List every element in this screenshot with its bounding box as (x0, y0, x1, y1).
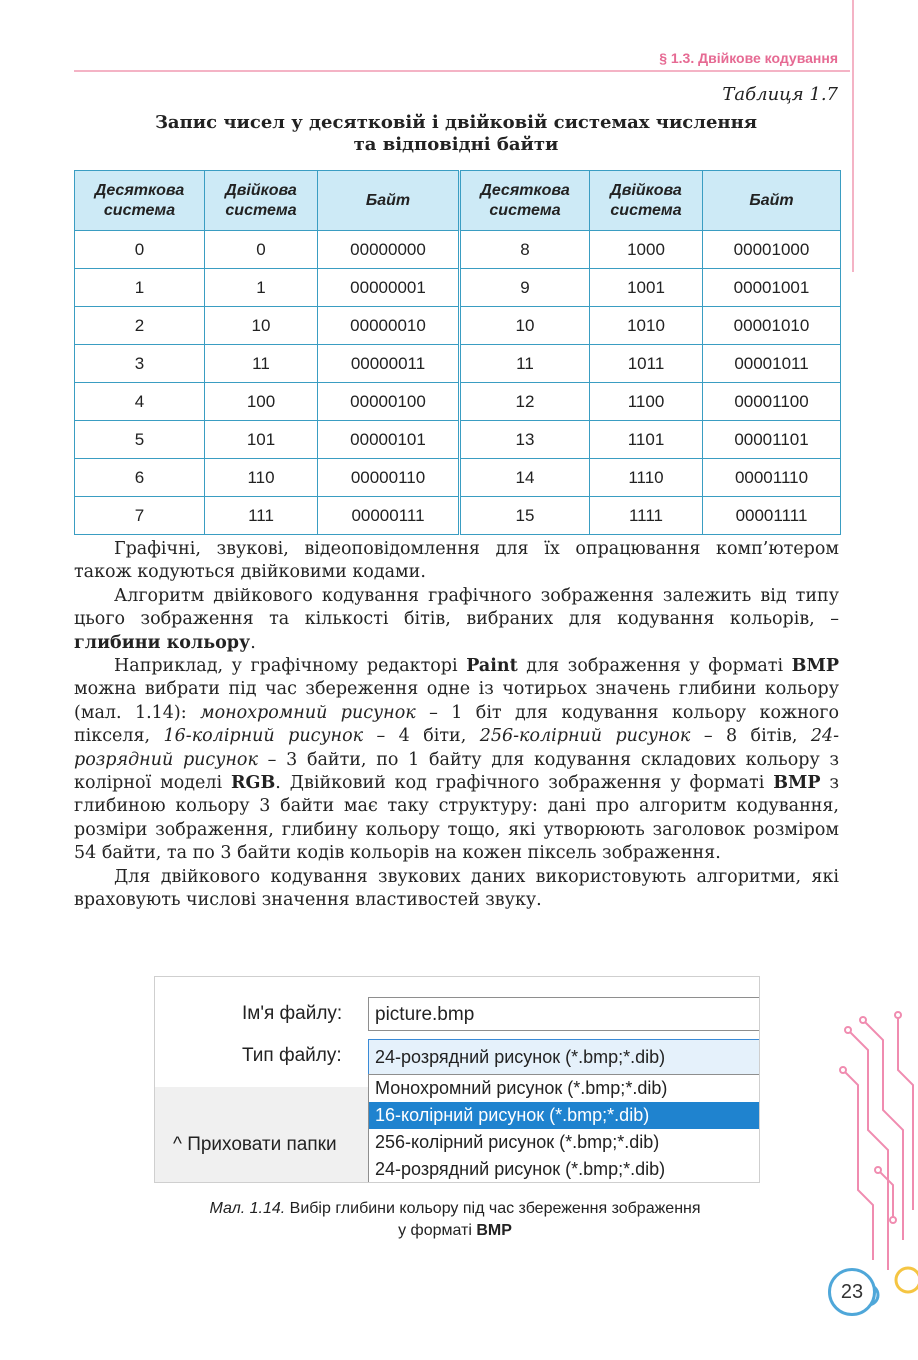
table-cell: 00000011 (318, 345, 460, 383)
table-title (74, 112, 838, 156)
table-cell: 4 (75, 383, 205, 421)
margin-rule (852, 0, 854, 272)
table-cell: 00001101 (703, 421, 841, 459)
header-rule (74, 70, 850, 72)
filetype-select[interactable]: 24-розрядний рисунок (*.bmp;*.dib) (368, 1039, 760, 1075)
table-cell: 00000110 (318, 459, 460, 497)
table-cell: 111 (205, 497, 318, 535)
table-header-cell: Десяткова система (75, 171, 205, 231)
table-cell: 100 (205, 383, 318, 421)
table-cell: 1011 (590, 345, 703, 383)
table-cell: 14 (460, 459, 590, 497)
table-cell: 3 (75, 345, 205, 383)
table-header-cell: Десяткова система (460, 171, 590, 231)
table-header-row (75, 171, 841, 231)
table-cell: 00000111 (318, 497, 460, 535)
filetype-option-256[interactable]: 256-колірний рисунок (*.bmp;*.dib) (375, 1132, 660, 1152)
table-cell: 00000001 (318, 269, 460, 307)
paragraph: Алгоритм двійкового кодування графічного зображення залежить від типу цього зображення та кількості бітів, вибраних для кодування кольорів, – глибини кольору. (74, 585, 839, 653)
table-cell: 00001010 (703, 307, 841, 345)
table-cell: 1111 (590, 497, 703, 535)
filetype-option-24[interactable]: 24-розрядний рисунок (*.bmp;*.dib) (375, 1159, 666, 1179)
caption-label: Мал. 1.14. (209, 1200, 286, 1217)
table-cell: 8 (460, 231, 590, 269)
table-cell: 13 (460, 421, 590, 459)
table-row (75, 231, 841, 269)
table-row (75, 383, 841, 421)
table-cell: 6 (75, 459, 205, 497)
table-row (75, 345, 841, 383)
filetype-dropdown (368, 1074, 760, 1183)
table-cell: 00000000 (318, 231, 460, 269)
table-cell: 12 (460, 383, 590, 421)
table-cell: 110 (205, 459, 318, 497)
table-cell: 00001110 (703, 459, 841, 497)
filetype-option-mono[interactable]: Монохромний рисунок (*.bmp;*.dib) (375, 1078, 668, 1098)
table-cell: 1100 (590, 383, 703, 421)
save-dialog-screenshot (154, 976, 760, 1183)
table-header-cell: Байт (318, 171, 460, 231)
table-cell: 00001111 (703, 497, 841, 535)
filename-input[interactable]: picture.bmp (368, 997, 760, 1031)
table-cell: 1010 (590, 307, 703, 345)
paragraph: Графічні, звукові, відеоповідомлення для їх опрацювання комп’ютером також кодуються двійковими кодами. (74, 539, 839, 583)
table-cell: 00001011 (703, 345, 841, 383)
table-header-cell: Двійкова система (205, 171, 318, 231)
table-cell: 101 (205, 421, 318, 459)
body-text (74, 538, 839, 913)
hide-folders-button[interactable]: ^ Приховати папки (173, 1134, 337, 1155)
table-row (75, 459, 841, 497)
table-cell: 11 (460, 345, 590, 383)
table-cell: 1001 (590, 269, 703, 307)
table-cell: 00000010 (318, 307, 460, 345)
table-cell: 2 (75, 307, 205, 345)
paragraph: Наприклад, у графічному редакторі Paint для зображення у форматі BMP можна вибрати під час збереження одне із чотирьох значень глибини кольору (мал. 1.14): монохромний рисунок – 1 біт для кодування кольору кожного пікселя, 16-колірний рисунок – 4 біти, 256-колірний рисунок – 8 бітів, 24-розрядний рисунок – 3 байти, по 1 байту для кодування складових кольору з колірної моделі RGB. Двійковий код графічного зображення у форматі BMP з глибиною кольору 3 байти має таку структуру: дані про алгоритм кодування, розміри зображення, глибину кольору тощо, які утворюють заголовок розміром 54 байти, та по 3 байти кодів кольорів на кожен піксель зображення. (74, 656, 840, 864)
filename-label: Ім'я файлу: (242, 1003, 343, 1024)
circuit-decoration (838, 1010, 918, 1310)
section-title: § 1.3. Двійкове кодування (659, 50, 838, 66)
table-title-line1: Запис чисел у десятковій і двійковій системах числення (154, 112, 758, 133)
table-cell: 1000 (590, 231, 703, 269)
filetype-option-16[interactable]: 16-колірний рисунок (*.bmp;*.dib) (369, 1102, 759, 1129)
table-cell: 10 (460, 307, 590, 345)
table-label: Таблиця 1.7 (722, 84, 838, 105)
table-cell: 1110 (590, 459, 703, 497)
table-cell: 00000101 (318, 421, 460, 459)
table-cell: 00001000 (703, 231, 841, 269)
table-row (75, 307, 841, 345)
table-row (75, 497, 841, 535)
table-row (75, 421, 841, 459)
table-title-line2: та відповідні байти (353, 134, 559, 155)
table-cell: 00001100 (703, 383, 841, 421)
table-cell: 00001001 (703, 269, 841, 307)
table-cell: 1101 (590, 421, 703, 459)
table-header-cell: Двійкова система (590, 171, 703, 231)
table-cell: 10 (205, 307, 318, 345)
table-cell: 15 (460, 497, 590, 535)
number-table (74, 170, 841, 535)
filetype-label: Тип файлу: (242, 1045, 342, 1066)
page-number: 23 (828, 1268, 876, 1316)
table-cell: 7 (75, 497, 205, 535)
table-cell: 5 (75, 421, 205, 459)
table-header-cell: Байт (703, 171, 841, 231)
table-cell: 0 (75, 231, 205, 269)
table-cell: 9 (460, 269, 590, 307)
table-cell: 0 (205, 231, 318, 269)
table-row (75, 269, 841, 307)
table-cell: 00000100 (318, 383, 460, 421)
paragraph: Для двійкового кодування звукових даних використовують алгоритми, які враховують числові значення властивостей звуку. (74, 866, 839, 911)
table-cell: 1 (205, 269, 318, 307)
figure-caption: Мал. 1.14. Вибір глибини кольору під час збереження зображення у форматі BMP (209, 1200, 701, 1239)
table-cell: 1 (75, 269, 205, 307)
table-cell: 11 (205, 345, 318, 383)
